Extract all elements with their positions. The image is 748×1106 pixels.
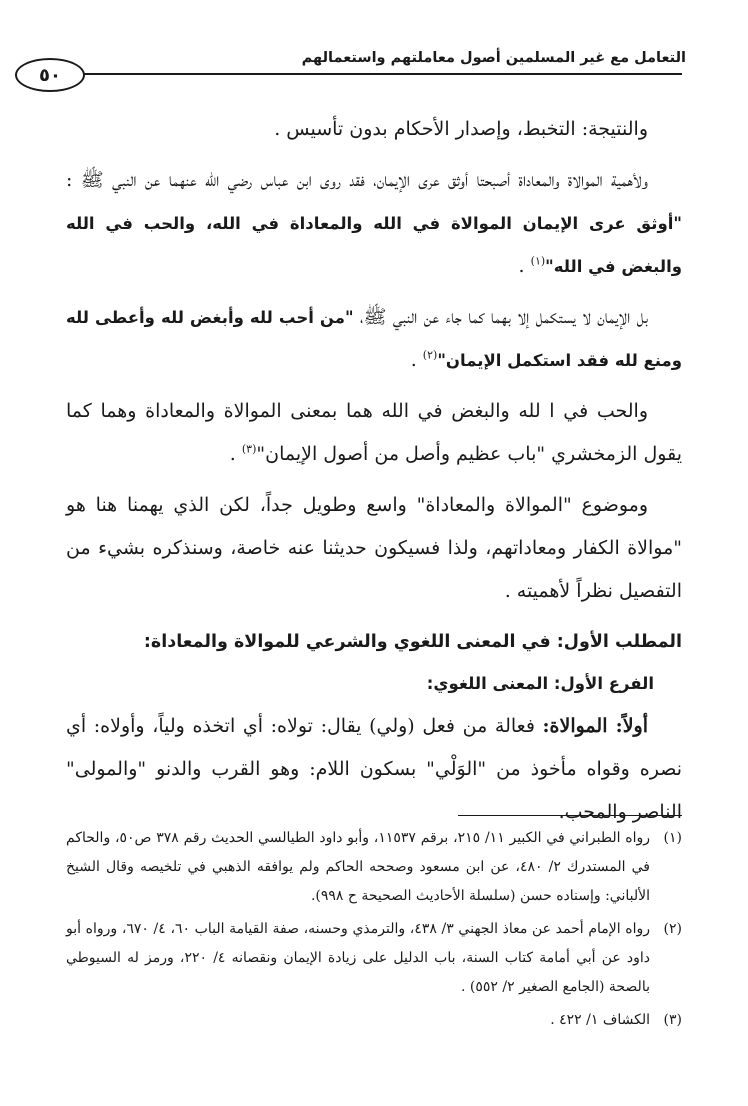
footnote-separator (458, 815, 682, 816)
running-header-title: التعامل مع غير المسلمين أصول معاملتهم واستعمالهم (301, 50, 686, 66)
paragraph-4-text: والحب في ا لله والبغض في الله هما بمعنى الموالاة والمعاداة وهما كما يقول الزمخشري "باب عظيم وأصل من أصول الإيمان" (66, 400, 682, 465)
section-heading: المطلب الأول: في المعنى اللغوي والشرعي للموالاة والمعاداة: (143, 632, 682, 652)
footnotes (66, 824, 682, 1039)
footnote-2-text: رواه الإمام أحمد عن معاذ الجهني ٣/ ٤٣٨، والترمذي وحسنه، صفة القيامة الباب ٦٠، ٤/ ٦٧٠، ورواه أبو داود عن أبي أمامة كتاب السنة، باب الدليل على زيادة الإيمان ونقصانه ٤/ ٢٢٠، ورمز له السيوطي بالصحة (الجامع الصغير ٢/ ٥٥٢) . (66, 921, 651, 995)
paragraph-2-text: ولأهمية الموالاة والمعاداة أصبحتا أوثق عرى الإيمان، فقد روى ابن عباس رضي الله عنهما عن النبي ﷺ : (66, 169, 648, 191)
footnote-2-number: (٢) (663, 921, 682, 937)
page-number: ٥٠ (39, 64, 61, 86)
footnote-3 (66, 1006, 682, 1035)
footnote-1-text: رواه الطبراني في الكبير ١١/ ٢١٥، برقم ١١٥٣٧، وأبو داود الطيالسي الحديث رقم ٣٧٨ ص٥٠، والحاكم في المستدرك ٢/ ٤٨٠، عن ابن مسعود وصححه الحاكم ولم يوافقه الذهبي في تلخيصه وقال الشيخ الألباني: وإسناده حسن (سلسلة الأحاديث الصحيحة ح ٩٩٨). (66, 830, 650, 904)
footnote-ref-2[interactable]: (٢) (422, 348, 438, 362)
footnote-ref-3[interactable]: (٣) (241, 442, 257, 456)
paragraph-3-text: بل الإيمان لا يستكمل إلا بهما كما جاء عن النبي ﷺ، (353, 306, 648, 328)
paragraph-1: والنتيجة: التخبط، وإصدار الأحكام بدون تأسيس . (274, 118, 648, 140)
paragraph-2 (66, 159, 682, 288)
header-rule (82, 73, 682, 75)
paragraph-4-end: . (229, 443, 242, 465)
footnote-1-number: (١) (663, 830, 682, 846)
definition-lead: أولاً: الموالاة: (542, 715, 648, 737)
footnote-3-text: الكشاف ١/ ٤٢٢ . (550, 1012, 650, 1028)
main-text (66, 108, 682, 842)
page-number-badge (15, 58, 85, 92)
paragraph-2-end: . (518, 255, 531, 277)
subsection-heading: الفرع الأول: المعنى اللغوي: (426, 674, 654, 693)
definition-text: فعالة من فعل (ولي) يقال: تولاه: أي اتخذه ولياً، وأولاه: أي نصره وقواه مأخوذ من "الوَلْي" بسكون اللام: وهو القرب والدنو "والمولى" الناصر والمحب. (66, 715, 682, 823)
hadith-quote-2: "من أحب لله وأبغض لله وأعطى لله ومنع لله فقد استكمل الإيمان" (66, 308, 682, 370)
paragraph-5: وموضوع "الموالاة والمعاداة" واسع وطويل جداً، لكن الذي يهمنا هنا هو "موالاة الكفار ومعاداتهم، ولذا فسيكون حديثنا عنه خاصة، وسنذكره بشيء من التفصيل نظراً لأهميته . (66, 494, 682, 602)
footnote-3-number: (٣) (663, 1012, 682, 1028)
paragraph-3 (66, 296, 682, 382)
footnote-2 (66, 915, 682, 1002)
footnote-1 (66, 824, 682, 911)
paragraph-3-end: . (410, 349, 423, 371)
footnote-ref-1[interactable]: (١) (530, 254, 546, 268)
hadith-quote-1: "أوثق عرى الإيمان الموالاة في الله والمعاداة في الله، والحب في الله والبغض في الله" (66, 214, 682, 276)
paragraph-4 (66, 390, 682, 476)
